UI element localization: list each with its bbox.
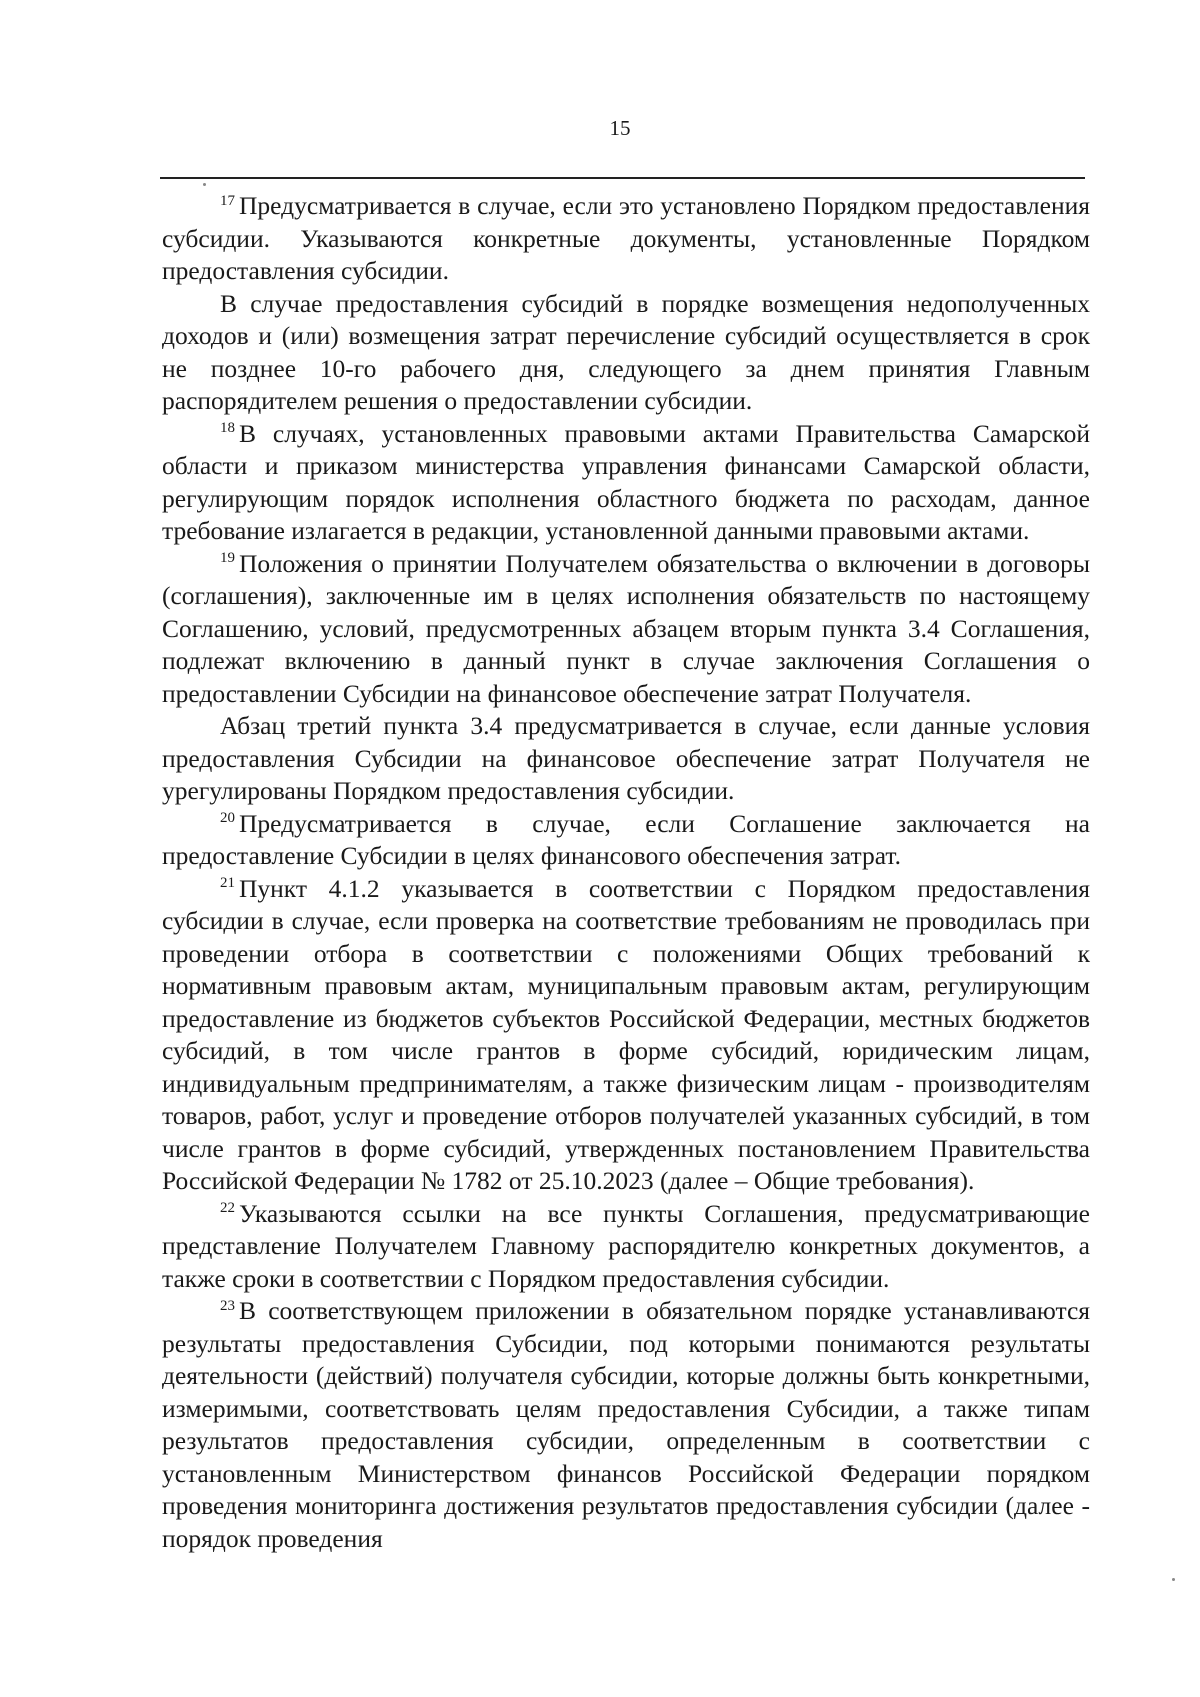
footnote-text: В случаях, установленных правовыми актами Правительства Самарской области и приказом министерства управления финансами Самарской области, регулирующим порядок исполнения областного бюджета по расходам, данное требование излагается в редакции, установленной данными правовыми актами. <box>162 418 1090 545</box>
scan-speck <box>1172 1578 1175 1581</box>
footnote-text: Положения о принятии Получателем обязательства о включении в договоры (соглашения), заключенные им в целях исполнения обязательств по настоящему Соглашению, условий, предусмотренных абзацем вторым пункта 3.4 Соглашения, подлежат включению в данный пункт в случае заключения Соглашения о предоставлении Субсидии на финансовое обеспечение затрат Получателя. <box>162 548 1090 708</box>
footnote-19 <box>162 548 1090 711</box>
footnote-text: В соответствующем приложении в обязательном порядке устанавливаются результаты предоставления Субсидии, под которыми понимаются результаты деятельности (действий) получателя субсидии, которые должны быть конкретными, измеримыми, соответствовать целям предоставления Субсидии, а также типам результатов предоставления субсидии, определенным в соответствии с установленным Министерством финансов Российской Федерации порядком проведения мониторинга достижения результатов предоставления субсидии (далее - порядок проведения <box>162 1296 1090 1553</box>
page-number: 15 <box>609 116 631 140</box>
footnote-22 <box>162 1198 1090 1296</box>
footnote-mark: 21 <box>220 875 235 891</box>
footnote-mark: 17 <box>220 192 235 209</box>
footnote-text: Пункт 4.1.2 указывается в соответствии с Порядком предоставления субсидии в случае, если проверка на соответствие требованиям не проводилась при проведении отбора в соответствии с положениями Общих требований к нормативным правовым актам, муниципальным правовым актам, регулирующим предоставление из бюджетов субъектов Российской Федерации, местных бюджетов субсидий, в том числе грантов в форме субсидий, юридическим лицам, индивидуальным предпринимателям, а также физическим лицам - производителям товаров, работ, услуг и проведение отборов получателей указанных субсидий, в том числе грантов в форме субсидий, утвержденных постановлением Правительства Российской Федерации № 1782 от 25.10.2023 (далее – Общие требования). <box>162 873 1090 1195</box>
footnote-23 <box>162 1295 1090 1555</box>
footnote-mark: 19 <box>220 550 235 566</box>
scan-speck <box>203 183 206 186</box>
footnotes-block <box>162 190 1090 1555</box>
footnote-20 <box>162 808 1090 873</box>
footnote-17 <box>162 190 1090 288</box>
footnote-mark: 20 <box>220 810 235 826</box>
footnote-text: Предусматривается в случае, если Соглашение заключается на предоставление Субсидии в целях финансового обеспечения затрат. <box>162 808 1090 870</box>
footnote-18 <box>162 418 1090 548</box>
footnote-text: Указываются ссылки на все пункты Соглашения, предусматривающие представление Получателем Главному распорядителю конкретных документов, а также сроки в соответствии с Порядком предоставления субсидии. <box>162 1198 1090 1293</box>
footnote-text: В случае предоставления субсидий в порядке возмещения недополученных доходов и (или) возмещения затрат перечисление субсидий осуществляется в срок не позднее 10-го рабочего дня, следующего за днем принятия Главным распорядителем решения о предоставлении субсидии. <box>162 288 1090 415</box>
footnote-separator-line <box>160 177 1085 179</box>
footnote-text: Предусматривается в случае, если это установлено Порядком предоставления субсидии. Указываются конкретные документы, установленные Порядком предоставления субсидии. <box>162 191 1090 285</box>
footnote-mark: 22 <box>220 1200 235 1216</box>
footnote-mark: 23 <box>220 1297 235 1314</box>
footnote-mark: 18 <box>220 420 235 436</box>
footnote-19-continuation <box>162 710 1090 808</box>
footnote-17-continuation <box>162 288 1090 418</box>
footnote-21 <box>162 873 1090 1198</box>
footnote-text: Абзац третий пункта 3.4 предусматривается в случае, если данные условия предоставления Субсидии на финансовое обеспечение затрат Получателя не урегулированы Порядком предоставления субсидии. <box>162 711 1090 805</box>
